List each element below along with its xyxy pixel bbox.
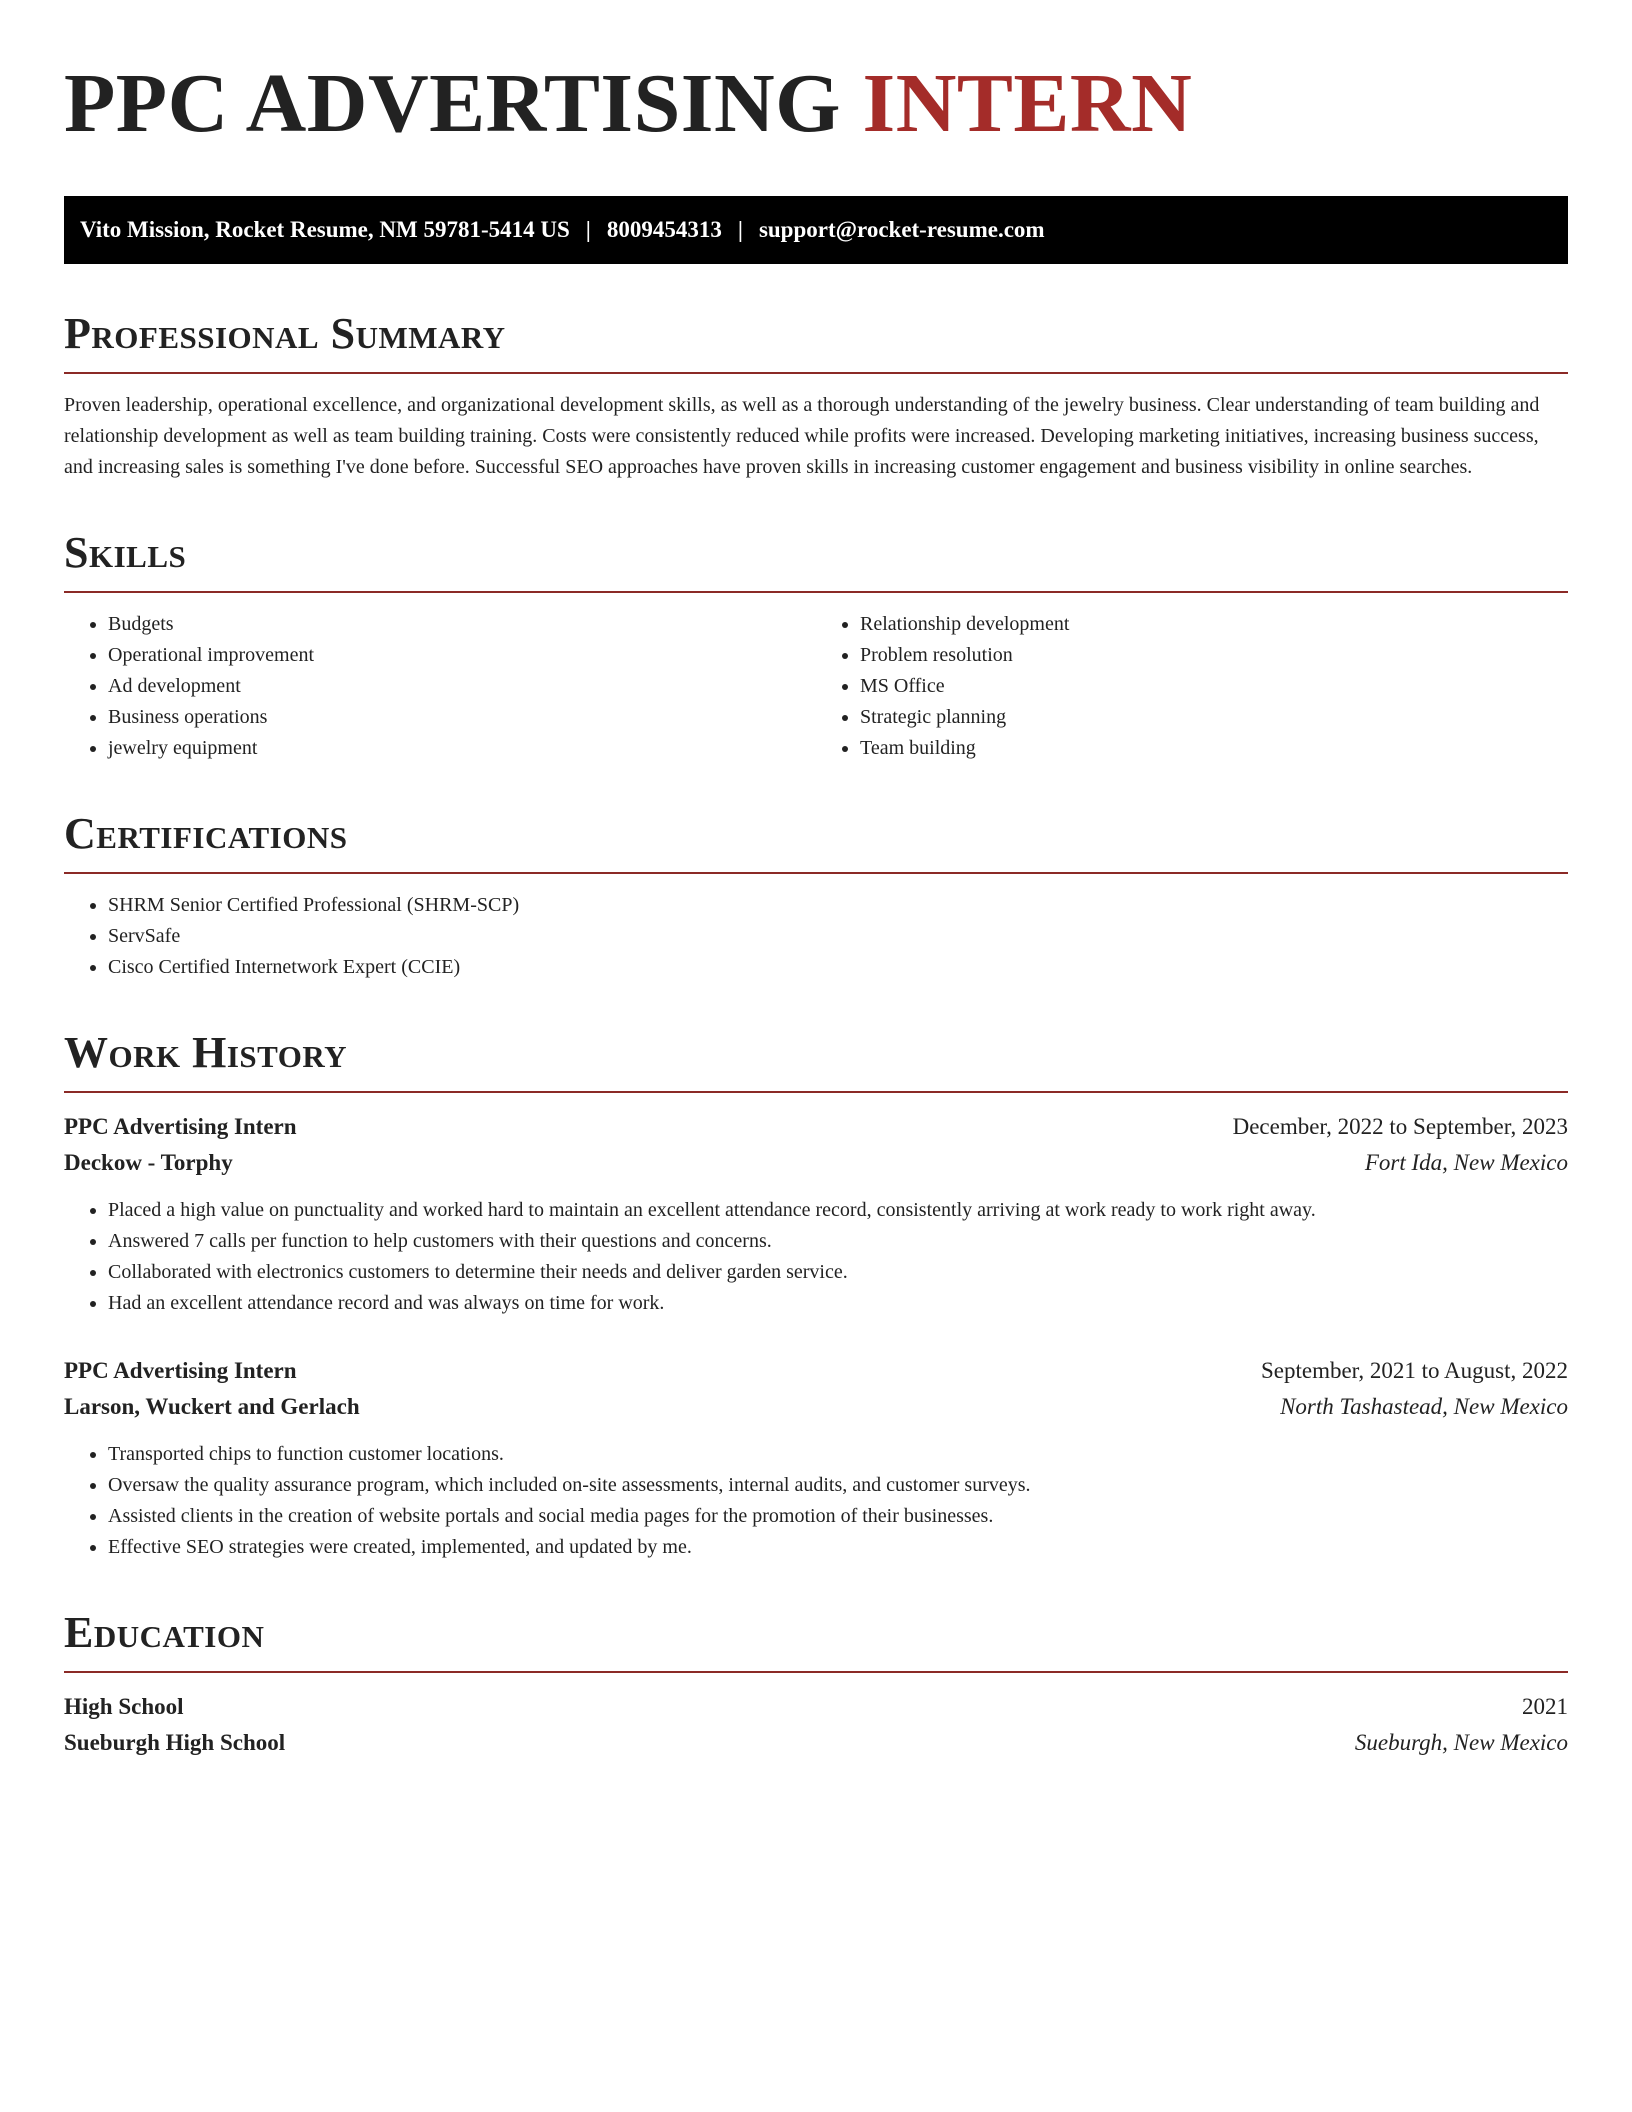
education-heading: Education	[64, 1607, 1568, 1673]
job-duty-item: • Effective SEO strategies were created, implemented, and updated by me.	[108, 1532, 1568, 1563]
job-duty-item: • Transported chips to function customer locations.	[108, 1439, 1568, 1470]
skill-item: • Team building	[860, 733, 1568, 764]
skill-item: • Problem resolution	[860, 640, 1568, 671]
job-position: PPC Advertising Intern	[64, 1358, 297, 1383]
job-duty-item: • Had an excellent attendance record and was always on time for work.	[108, 1288, 1568, 1319]
skill-item: • MS Office	[860, 671, 1568, 702]
education-school: Sueburgh High School	[64, 1730, 286, 1755]
job-position: PPC Advertising Intern	[64, 1114, 297, 1139]
job-location: Fort Ida, New Mexico	[1364, 1150, 1568, 1175]
contact-email: support@rocket-resume.com	[758, 217, 1045, 242]
skill-item: • Budgets	[108, 609, 816, 640]
skills-grid	[64, 609, 1568, 764]
job-entry	[64, 1109, 1568, 1319]
skill-item: • jewelry equipment	[108, 733, 816, 764]
job-header-row	[64, 1109, 1568, 1145]
certifications-section	[64, 808, 1568, 983]
contact-separator: |	[585, 217, 591, 242]
skill-item: • Business operations	[108, 702, 816, 733]
certification-item: • SHRM Senior Certified Professional (SHRM-SCP)	[108, 890, 1568, 921]
job-header-row	[64, 1353, 1568, 1389]
education-entry	[64, 1689, 1568, 1761]
job-company-row	[64, 1389, 1568, 1425]
skills-section	[64, 527, 1568, 764]
certification-item: • ServSafe	[108, 921, 1568, 952]
education-year: 2021	[1522, 1694, 1568, 1719]
skills-list-left	[64, 609, 816, 764]
job-duty-item: • Placed a high value on punctuality and worked hard to maintain an excellent attendance record, consistently arriving at work ready to work right away.	[108, 1195, 1568, 1226]
certification-item: • Cisco Certified Internetwork Expert (CCIE)	[108, 952, 1568, 983]
education-degree: High School	[64, 1694, 184, 1719]
certifications-heading: Certifications	[64, 808, 1568, 874]
job-dates: September, 2021 to August, 2022	[1260, 1358, 1568, 1383]
education-degree-row	[64, 1689, 1568, 1725]
title-accent: INTERN	[862, 57, 1193, 150]
summary-heading: Professional Summary	[64, 308, 1568, 374]
certifications-list	[64, 890, 1568, 983]
job-company-row	[64, 1145, 1568, 1181]
education-section	[64, 1607, 1568, 1761]
work-history-section	[64, 1027, 1568, 1563]
contact-bar	[64, 196, 1568, 264]
education-location: Sueburgh, New Mexico	[1354, 1730, 1568, 1755]
job-duty-item: • Oversaw the quality assurance program, which included on-site assessments, internal audits, and customer surveys.	[108, 1470, 1568, 1501]
contact-phone: 8009454313	[606, 217, 722, 242]
skills-list-right	[816, 609, 1568, 764]
contact-separator: |	[737, 217, 743, 242]
job-company: Larson, Wuckert and Gerlach	[64, 1394, 360, 1419]
skills-heading: Skills	[64, 527, 1568, 593]
contact-address: Vito Mission, Rocket Resume, NM 59781-5414 US	[80, 217, 570, 242]
work-history-heading: Work History	[64, 1027, 1568, 1093]
summary-section	[64, 308, 1568, 483]
job-duty-item: • Assisted clients in the creation of website portals and social media pages for the promotion of their businesses.	[108, 1501, 1568, 1532]
job-duty-item: • Answered 7 calls per function to help customers with their questions and concerns.	[108, 1226, 1568, 1257]
job-entry	[64, 1353, 1568, 1563]
job-duties-list	[64, 1439, 1568, 1563]
job-duty-item: • Collaborated with electronics customers to determine their needs and deliver garden service.	[108, 1257, 1568, 1288]
skill-item: • Ad development	[108, 671, 816, 702]
skill-item: • Strategic planning	[860, 702, 1568, 733]
job-company: Deckow - Torphy	[64, 1150, 233, 1175]
skill-item: • Relationship development	[860, 609, 1568, 640]
education-school-row	[64, 1725, 1568, 1761]
job-location: North Tashastead, New Mexico	[1280, 1394, 1568, 1419]
skill-item: • Operational improvement	[108, 640, 816, 671]
resume-title	[64, 56, 1568, 152]
title-main: PPC ADVERTISING	[64, 57, 841, 150]
job-duties-list	[64, 1195, 1568, 1319]
job-dates: December, 2022 to September, 2023	[1232, 1114, 1568, 1139]
summary-text: Proven leadership, operational excellence, and organizational development skills, as well as a thorough understanding of the jewelry business. Clear understanding of team building and relationship development as well as team building training. Costs were consistently reduced while profits were increased. Developing marketing initiatives, increasing business success, and increasing sales is something I've done before. Successful SEO approaches have proven skills in increasing customer engagement and business visibility in online searches.	[64, 394, 1540, 478]
